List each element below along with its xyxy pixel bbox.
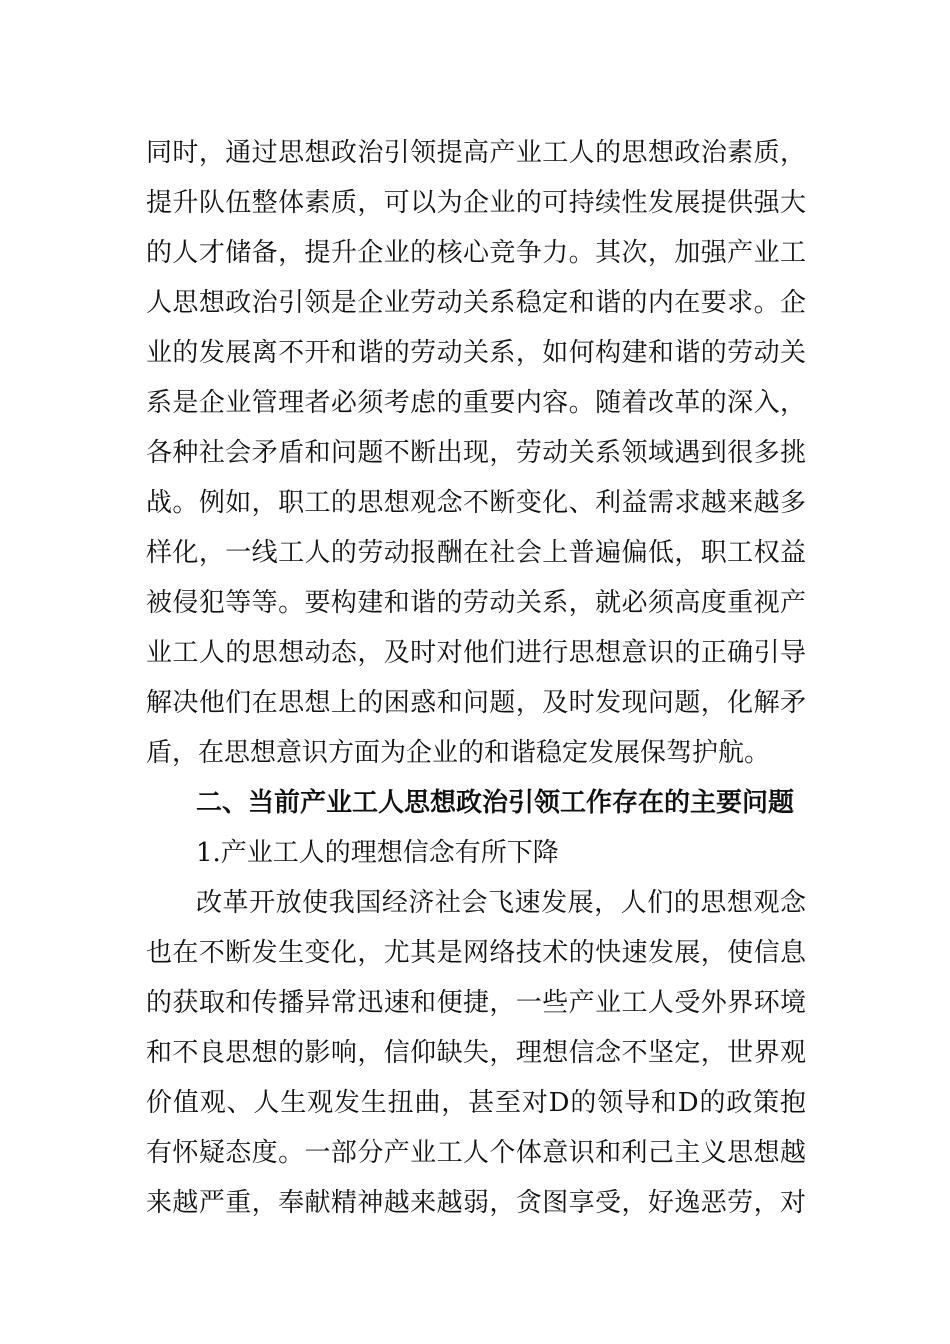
paragraph-1-line-6: 系是企业管理者必须考虑的重要内容。随着改革的深入， (146, 388, 806, 418)
paragraph-1-line-3: 的人才储备，提升企业的核心竞争力。其次，加强产业工 (146, 238, 806, 268)
paragraph-1-line-9: 样化，一线工人的劳动报酬在社会上普遍偏低，职工权益 (146, 538, 806, 568)
paragraph-1-line-10: 被侵犯等等。要构建和谐的劳动关系，就必须高度重视产 (146, 588, 806, 618)
paragraph-1-line-7: 各种社会矛盾和问题不断出现，劳动关系领域遇到很多挑 (146, 438, 806, 468)
paragraph-2-line-4: 和不良思想的影响，信仰缺失，理想信念不坚定，世界观 (146, 1038, 806, 1068)
paragraph-1-line-8: 战。例如，职工的思想观念不断变化、利益需求越来越多 (146, 488, 806, 518)
paragraph-1-line-2: 提升队伍整体素质，可以为企业的可持续性发展提供强大 (146, 188, 806, 218)
paragraph-2-line-6: 有怀疑态度。一部分产业工人个体意识和利己主义思想越 (146, 1138, 806, 1168)
paragraph-2-line-5: 价值观、人生观发生扭曲，甚至对D的领导和D的政策抱 (146, 1088, 806, 1118)
paragraph-1-line-12: 解决他们在思想上的困惑和问题，及时发现问题，化解矛 (146, 688, 806, 718)
section-heading: 二、当前产业工人思想政治引领工作存在的主要问题 (196, 788, 795, 818)
paragraph-1-line-11: 业工人的思想动态，及时对他们进行思想意识的正确引导 (146, 638, 806, 668)
paragraph-2-line-7: 来越严重，奉献精神越来越弱，贪图享受，好逸恶劳，对 (146, 1188, 806, 1218)
paragraph-1-line-4: 人思想政治引领是企业劳动关系稳定和谐的内在要求。企 (146, 288, 806, 318)
paragraph-2-line-3: 的获取和传播异常迅速和便捷，一些产业工人受外界环境 (146, 988, 806, 1018)
paragraph-2-line-2: 也在不断发生变化，尤其是网络技术的快速发展，使信息 (146, 938, 806, 968)
paragraph-1-line-13: 盾，在思想意识方面为企业的和谐稳定发展保驾护航。 (146, 738, 771, 768)
paragraph-1-line-5: 业的发展离不开和谐的劳动关系，如何构建和谐的劳动关 (146, 338, 806, 368)
paragraph-1-line-1: 同时，通过思想政治引领提高产业工人的思想政治素质， (146, 138, 806, 168)
paragraph-2-line-1: 改革开放使我国经济社会飞速发展，人们的思想观念 (196, 888, 806, 918)
subsection-heading: 1.产业工人的理想信念有所下降 (196, 838, 559, 868)
